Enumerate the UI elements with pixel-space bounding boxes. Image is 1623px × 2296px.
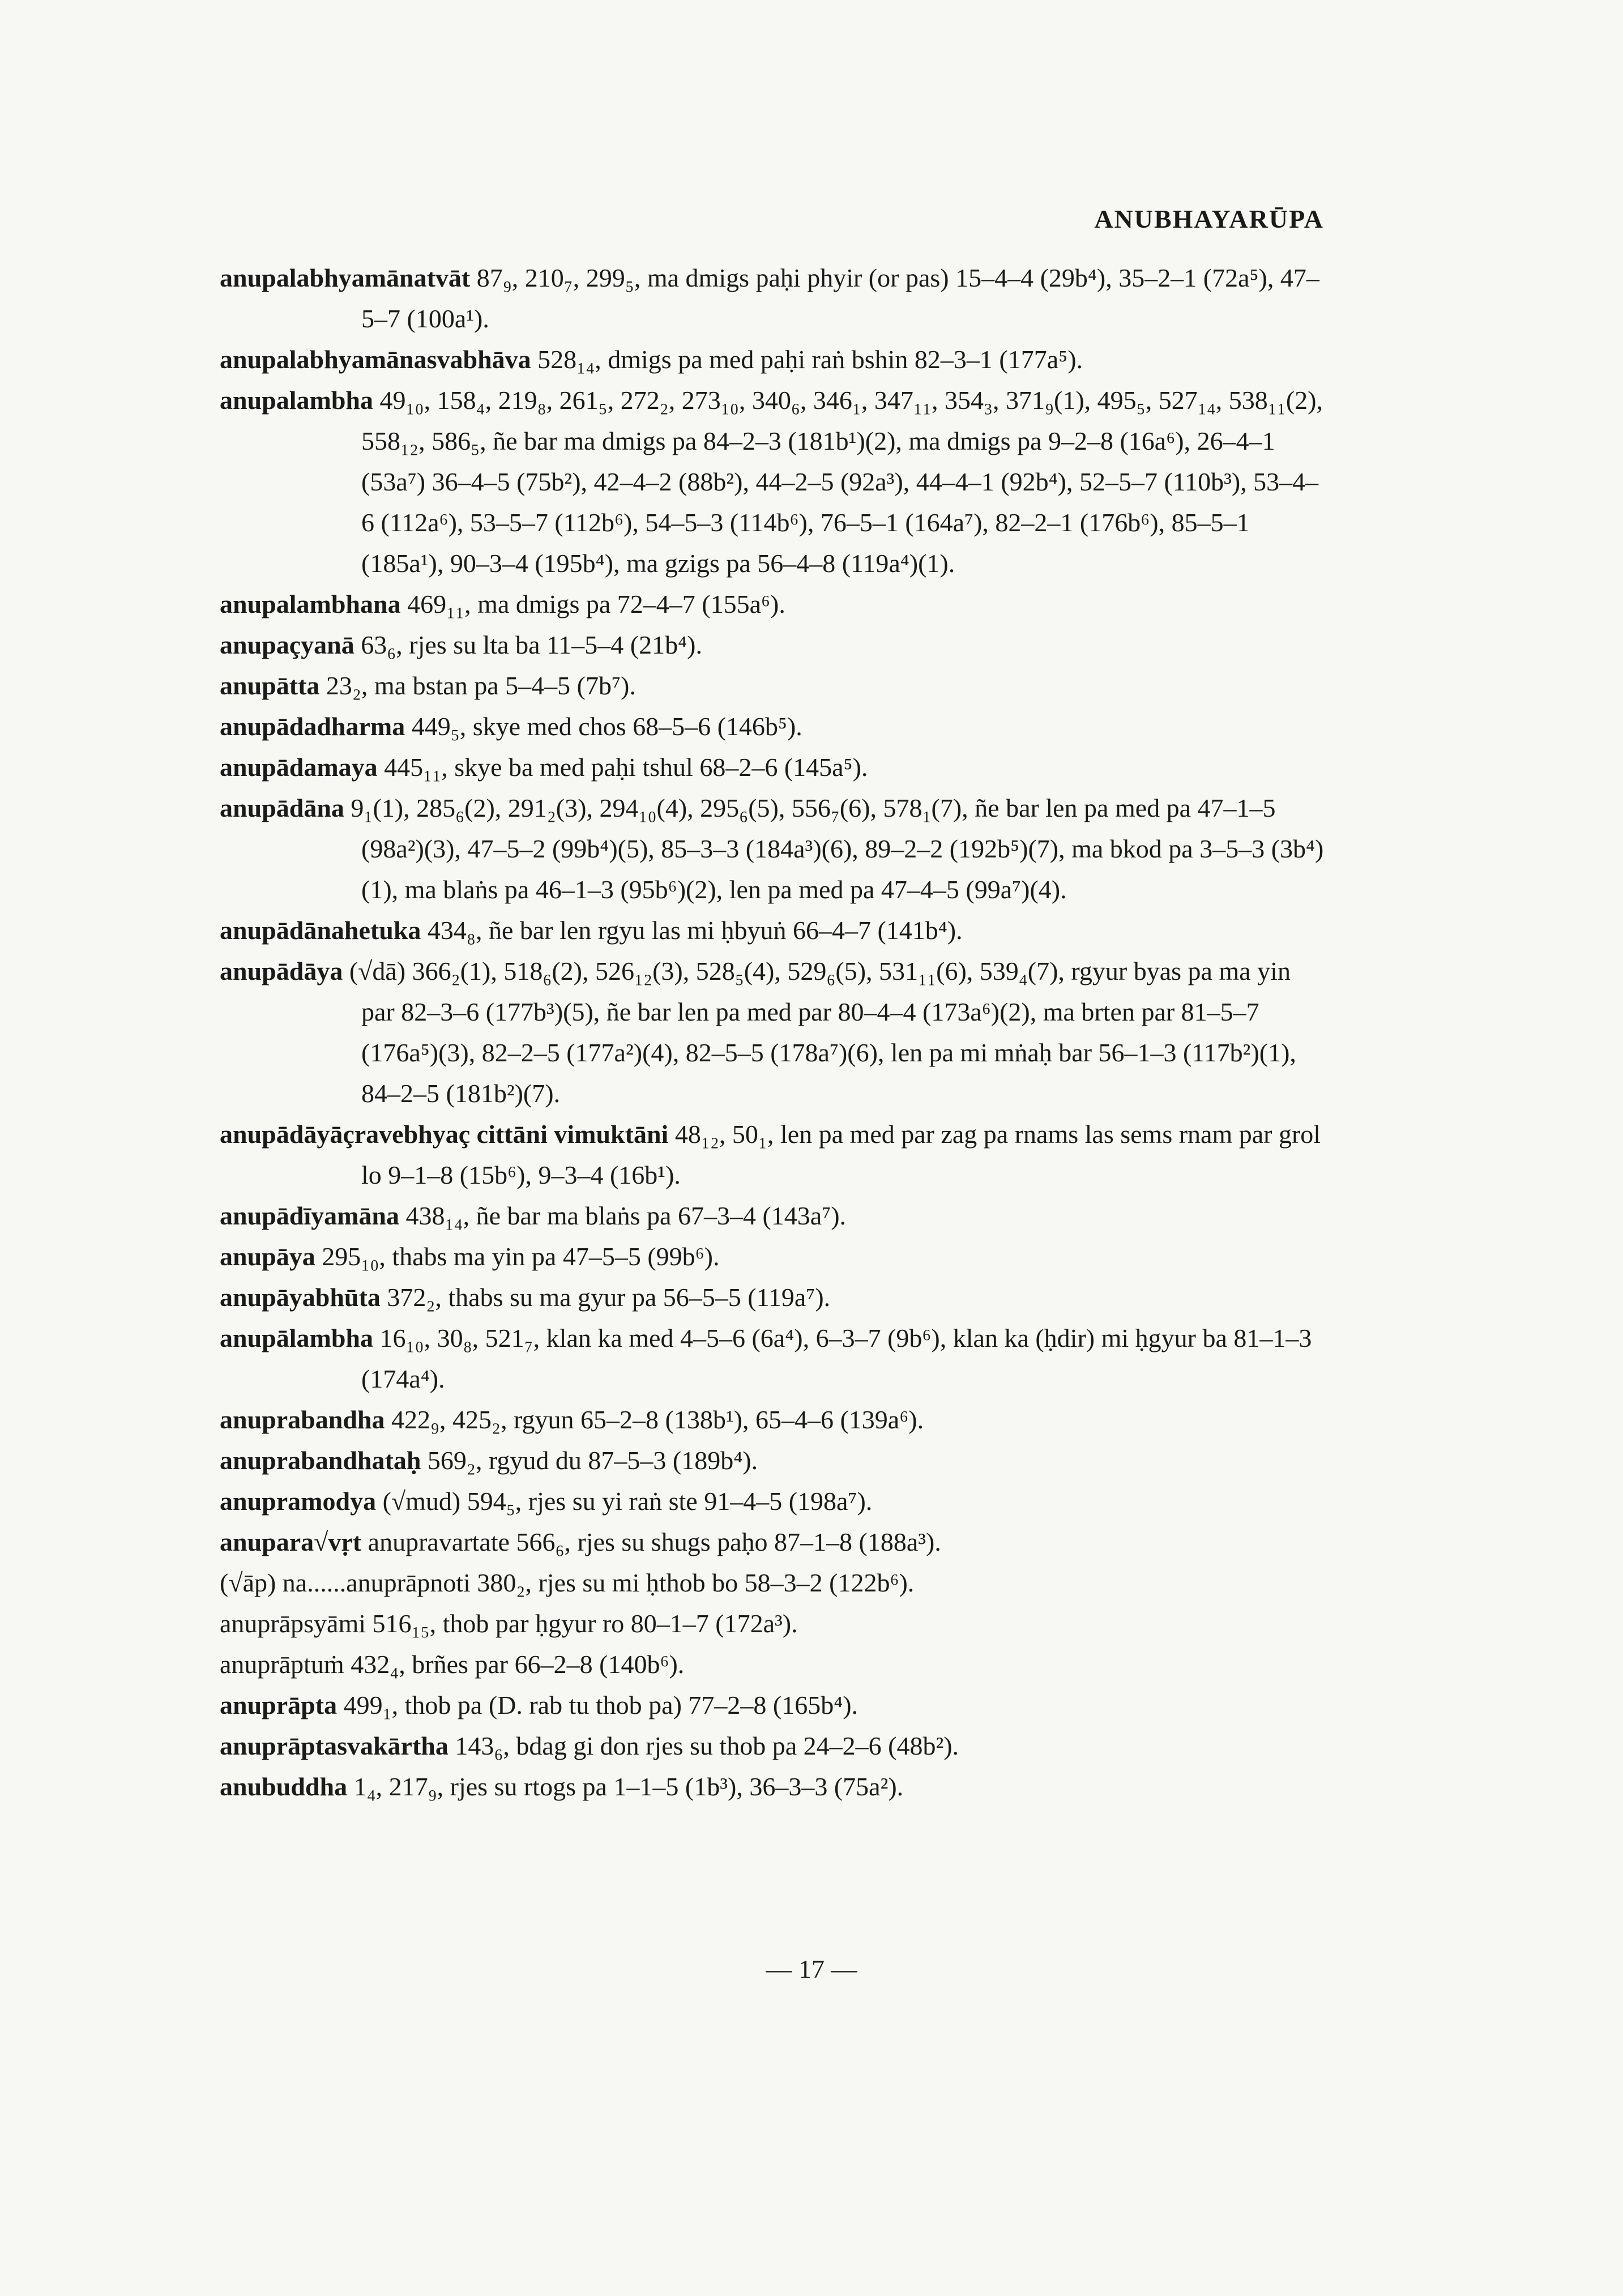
headword: anupālambha xyxy=(220,1324,374,1352)
entry-text: 445₁₁, skye ba med paḥi tshul 68–2–6 (145a⁵). xyxy=(384,753,868,782)
entry-text: 63₆, rjes su lta ba 11–5–4 (21b⁴). xyxy=(361,630,702,659)
entry-text: anupravartate 566₆, rjes su shugs paḥo 87–1–8 (188a³). xyxy=(368,1527,941,1556)
entry xyxy=(220,1685,1327,1726)
headword: anuprabandha xyxy=(220,1405,385,1434)
entry-text: 1₄, 217₉, rjes su rtogs pa 1–1–5 (1b³), 36–3–3 (75a²). xyxy=(353,1772,904,1801)
entry-text: (√āp) na......anuprāpnoti 380₂, rjes su mi ḥthob bo 58–3–2 (122b⁶). xyxy=(220,1568,915,1597)
entry xyxy=(220,625,1327,665)
entry-continuation xyxy=(220,1603,1327,1644)
entry-text: anuprāpsyāmi 516₁₅, thob par ḥgyur ro 80–1–7 (172a³). xyxy=(220,1609,798,1638)
dictionary-entries xyxy=(220,258,1327,1807)
headword: anupādamaya xyxy=(220,753,378,782)
headword: anupramodya xyxy=(220,1487,377,1516)
entry-text: 48₁₂, 50₁, len pa med par zag pa rnams las sems rnam par grol lo 9–1–8 (15b⁶), 9–3–4 (16b¹). xyxy=(361,1120,1321,1189)
entry xyxy=(220,1440,1327,1481)
headword: anupalambhana xyxy=(220,590,401,618)
entry xyxy=(220,1644,1327,1685)
entry xyxy=(220,584,1327,625)
entry xyxy=(220,951,1327,1114)
entry xyxy=(220,1114,1327,1196)
entry xyxy=(220,1522,1327,1563)
entry xyxy=(220,258,1327,339)
entry-text: (√mud) 594₅, rjes su yi raṅ ste 91–4–5 (198a⁷). xyxy=(382,1487,873,1516)
headword: anupalambha xyxy=(220,386,374,415)
entry-text: 143₆, bdag gi don rjes su thob pa 24–2–6 (48b²). xyxy=(455,1731,959,1760)
entry xyxy=(220,706,1327,747)
entry xyxy=(220,1277,1327,1318)
headword: anuprāpta xyxy=(220,1691,338,1719)
entry xyxy=(220,1481,1327,1522)
entry xyxy=(220,665,1327,706)
entry-text: 87₉, 210₇, 299₅, ma dmigs paḥi phyir (or pas) 15–4–4 (29b⁴), 35–2–1 (72a⁵), 47–5–7 (100a¹). xyxy=(361,263,1319,333)
entry xyxy=(220,1766,1327,1807)
entry xyxy=(220,380,1327,584)
headword: anupādānahetuka xyxy=(220,916,421,945)
entry-text: 438₁₄, ñe bar ma blaṅs pa 67–3–4 (143a⁷). xyxy=(405,1201,847,1230)
headword: anupātta xyxy=(220,671,320,700)
headword: anupalabhyamānatvāt xyxy=(220,263,471,292)
entry-text: (√dā) 366₂(1), 518₆(2), 526₁₂(3), 528₅(4), 529₆(5), 531₁₁(6), 539₄(7), rgyur byas pa ma yin par 82–3–6 (177b³)(5), ñe bar len pa med par 80–4–4 (173a⁶)(2), ma brten par 81–5–7 (176a⁵)(3), 82–2–5 (177a²)(4), 82–5–5 (178a⁷)(6), len pa mi mṅaḥ bar 56–1–3 (117b²)(1), 84–2–5 (181b²)(7). xyxy=(349,957,1296,1108)
entry-text: 16₁₀, 30₈, 521₇, klan ka med 4–5–6 (6a⁴), 6–3–7 (9b⁶), klan ka (ḥdir) mi ḥgyur ba 81–1–3 (174a⁴). xyxy=(361,1324,1312,1393)
entry xyxy=(220,788,1327,910)
headword: anupādāyāçravebhyaç cittāni vimuktāni xyxy=(220,1120,669,1149)
headword: anupāyabhūta xyxy=(220,1283,381,1312)
entry-text: 372₂, thabs su ma gyur pa 56–5–5 (119a⁷). xyxy=(387,1283,831,1312)
headword: anuprabandhataḥ xyxy=(220,1446,421,1475)
entry xyxy=(220,1196,1327,1236)
headword: anupādadharma xyxy=(220,712,405,741)
headword: anupaçyanā xyxy=(220,630,355,659)
entry-continuation xyxy=(220,1563,1327,1603)
entry-text: 499₁, thob pa (D. rab tu thob pa) 77–2–8 (165b⁴). xyxy=(343,1691,859,1719)
entry xyxy=(220,1318,1327,1399)
entry xyxy=(220,910,1327,951)
entry-text: 295₁₀, thabs ma yin pa 47–5–5 (99b⁶). xyxy=(322,1242,720,1271)
entry-text: anuprāptuṁ 432₄, brñes par 66–2–8 (140b⁶). xyxy=(220,1650,685,1679)
entry xyxy=(220,1236,1327,1277)
entry-text: 23₂, ma bstan pa 5–4–5 (7b⁷). xyxy=(326,671,636,700)
entry xyxy=(220,747,1327,788)
headword: anupādīyamāna xyxy=(220,1201,400,1230)
entry xyxy=(220,1726,1327,1766)
entry-text: 528₁₄, dmigs pa med paḥi raṅ bshin 82–3–1 (177a⁵). xyxy=(537,345,1083,374)
entry-text: 569₂, rgyud du 87–5–3 (189b⁴). xyxy=(427,1446,758,1475)
headword: anupādāna xyxy=(220,793,344,822)
entry xyxy=(220,339,1327,380)
entry-text: 434₈, ñe bar len rgyu las mi ḥbyuṅ 66–4–7 (141b⁴). xyxy=(427,916,963,945)
headword: anupādāya xyxy=(220,957,343,985)
entry-text: 422₉, 425₂, rgyun 65–2–8 (138b¹), 65–4–6 (139a⁶). xyxy=(391,1405,924,1434)
headword: anupalabhyamānasvabhāva xyxy=(220,345,531,374)
entry-text: 469₁₁, ma dmigs pa 72–4–7 (155a⁶). xyxy=(407,590,785,618)
page-number: — 17 — xyxy=(766,1954,857,1983)
running-header: ANUBHAYARŪPA xyxy=(1094,204,1324,233)
headword: anupara√vṛt xyxy=(220,1527,362,1556)
entry xyxy=(220,1399,1327,1440)
headword: anuprāptasvakārtha xyxy=(220,1731,449,1760)
entry-text: 449₅, skye med chos 68–5–6 (146b⁵). xyxy=(411,712,802,741)
headword: anubuddha xyxy=(220,1772,348,1801)
headword: anupāya xyxy=(220,1242,315,1271)
entry-text: 9₁(1), 285₆(2), 291₂(3), 294₁₀(4), 295₆(5), 556₇(6), 578₁(7), ñe bar len pa med pa 47–1–5 (98a²)(3), 47–5–2 (99b⁴)(5), 85–3–3 (184a³)(6), 89–2–2 (192b⁵)(7), ma bkod pa 3–5–3 (3b⁴)(1), ma blaṅs pa 46–1–3 (95b⁶)(2), len pa med pa 47–4–5 (99a⁷)(4). xyxy=(351,793,1324,904)
entry-text: 49₁₀, 158₄, 219₈, 261₅, 272₂, 273₁₀, 340₆, 346₁, 347₁₁, 354₃, 371₉(1), 495₅, 527₁₄, 538₁₁(2), 558₁₂, 586₅, ñe bar ma dmigs pa 84–2–3 (181b¹)(2), ma dmigs pa 9–2–8 (16a⁶), 26–4–1 (53a⁷) 36–4–5 (75b²), 42–4–2 (88b²), 44–2–5 (92a³), 44–4–1 (92b⁴), 52–5–7 (110b³), 53–4–6 (112a⁶), 53–5–7 (112b⁶), 54–5–3 (114b⁶), 76–5–1 (164a⁷), 82–2–1 (176b⁶), 85–5–1 (185a¹), 90–3–4 (195b⁴), ma gzigs pa 56–4–8 (119a⁴)(1). xyxy=(361,386,1323,578)
